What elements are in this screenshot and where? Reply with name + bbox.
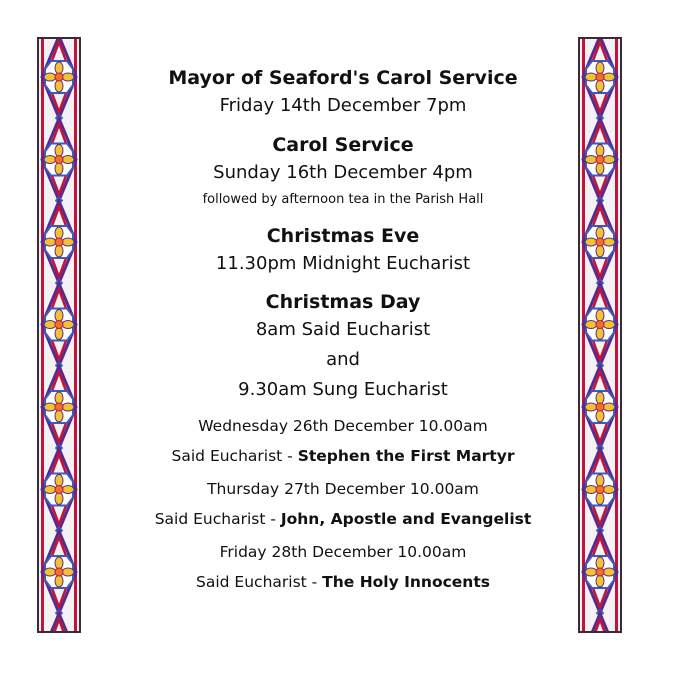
flower-petal xyxy=(603,403,615,411)
flower-center xyxy=(596,403,604,411)
flower-center xyxy=(55,486,63,494)
flower-petal xyxy=(55,392,63,404)
service-title: Carol Service xyxy=(272,134,414,156)
flower-petal xyxy=(44,73,56,81)
flower-petal xyxy=(596,493,604,505)
glass-side-band xyxy=(615,39,618,631)
service-christmas-day xyxy=(100,288,586,403)
flower-petal xyxy=(585,568,597,576)
feast-description xyxy=(100,506,586,532)
flower-petal xyxy=(44,238,56,246)
service-conjunction: and xyxy=(326,349,360,370)
flower-petal xyxy=(596,62,604,74)
flower-center xyxy=(55,403,63,411)
flower-petal xyxy=(55,145,63,157)
flower-petal xyxy=(62,403,74,411)
flower-petal xyxy=(585,486,597,494)
flower-center xyxy=(596,73,604,81)
flower-petal xyxy=(585,73,597,81)
flower-petal xyxy=(55,310,63,322)
flower-petal xyxy=(603,156,615,164)
feast-john xyxy=(100,476,586,532)
flower-center xyxy=(55,73,63,81)
flower-petal xyxy=(603,321,615,329)
flower-petal xyxy=(55,557,63,569)
flower-petal xyxy=(596,163,604,175)
feast-date: Friday 28th December 10.00am xyxy=(219,543,467,561)
flower-petal xyxy=(596,557,604,569)
feast-date: Wednesday 26th December 10.00am xyxy=(198,417,488,435)
flower-center xyxy=(596,321,604,329)
feast-prefix: Said Eucharist - xyxy=(154,510,281,528)
service-time: 11.30pm Midnight Eucharist xyxy=(215,253,471,274)
flower-petal xyxy=(585,156,597,164)
flower-center xyxy=(596,238,604,246)
flower-petal xyxy=(603,73,615,81)
flower-petal xyxy=(596,575,604,587)
glass-side-band xyxy=(74,39,77,631)
flower-petal xyxy=(55,245,63,257)
flower-petal xyxy=(596,410,604,422)
flower-petal xyxy=(596,328,604,340)
flower-petal xyxy=(596,227,604,239)
flower-petal xyxy=(596,392,604,404)
glass-side-band xyxy=(41,39,44,631)
flower-petal xyxy=(55,575,63,587)
flower-petal xyxy=(44,156,56,164)
flower-petal xyxy=(44,321,56,329)
feast-name: John, Apostle and Evangelist xyxy=(280,510,532,528)
flower-petal xyxy=(603,238,615,246)
flower-center xyxy=(55,156,63,164)
feast-description xyxy=(100,443,586,469)
feast-prefix: Said Eucharist - xyxy=(196,573,323,591)
flower-center xyxy=(55,238,63,246)
flower-petal xyxy=(55,493,63,505)
flower-petal xyxy=(596,80,604,92)
flower-petal xyxy=(44,568,56,576)
service-title: Christmas Eve xyxy=(266,225,420,247)
flower-center xyxy=(55,321,63,329)
flower-petal xyxy=(62,486,74,494)
feast-name: Stephen the First Martyr xyxy=(297,447,515,465)
flower-petal xyxy=(596,245,604,257)
feast-prefix: Said Eucharist - xyxy=(171,447,298,465)
flower-petal xyxy=(585,321,597,329)
service-time: Sunday 16th December 4pm xyxy=(213,162,473,183)
service-time: 9.30am Sung Eucharist xyxy=(238,379,448,400)
flower-petal xyxy=(62,73,74,81)
feast-date: Thursday 27th December 10.00am xyxy=(207,480,479,498)
feast-holy-innocents xyxy=(100,539,586,595)
flower-petal xyxy=(55,475,63,487)
flower-petal xyxy=(62,238,74,246)
flower-center xyxy=(596,568,604,576)
flower-petal xyxy=(596,145,604,157)
service-time: Friday 14th December 7pm xyxy=(219,95,467,116)
flower-petal xyxy=(596,310,604,322)
flower-petal xyxy=(62,321,74,329)
flower-center xyxy=(55,568,63,576)
flower-petal xyxy=(596,475,604,487)
stained-glass-border-left xyxy=(37,37,81,633)
service-carol xyxy=(100,131,586,210)
flower-petal xyxy=(585,238,597,246)
flower-petal xyxy=(62,568,74,576)
flower-petal xyxy=(44,486,56,494)
service-note: followed by afternoon tea in the Parish Hall xyxy=(202,192,484,207)
feast-description xyxy=(100,569,586,595)
flower-petal xyxy=(603,568,615,576)
flower-petal xyxy=(55,227,63,239)
flower-petal xyxy=(62,156,74,164)
flower-petal xyxy=(55,80,63,92)
flower-petal xyxy=(603,486,615,494)
flower-center xyxy=(596,156,604,164)
service-schedule xyxy=(100,64,586,595)
feast-stephen xyxy=(100,413,586,469)
service-title: Christmas Day xyxy=(265,291,421,313)
flower-petal xyxy=(55,62,63,74)
flower-center xyxy=(596,486,604,494)
flower-petal xyxy=(55,163,63,175)
flower-petal xyxy=(44,403,56,411)
service-title: Mayor of Seaford's Carol Service xyxy=(168,67,518,89)
service-time: 8am Said Eucharist xyxy=(255,319,431,340)
flower-petal xyxy=(55,410,63,422)
service-christmas-eve xyxy=(100,222,586,277)
feast-name: The Holy Innocents xyxy=(322,573,490,591)
flower-petal xyxy=(585,403,597,411)
service-mayor-carol xyxy=(100,64,586,119)
flower-petal xyxy=(55,328,63,340)
